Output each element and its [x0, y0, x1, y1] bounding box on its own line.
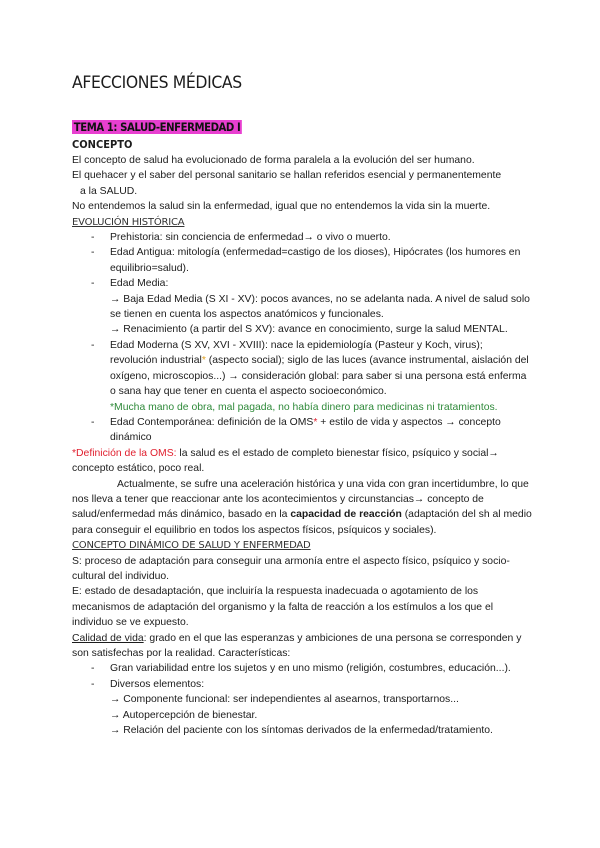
actual-text-cont: (adaptación del sh al medio para conseguir el equilibrio en todos los aspectos físicos, psíquicos y sociales).	[72, 509, 532, 536]
concept-line: El concepto de salud ha evolucionado de forma paralela a la evolución del ser humano.	[72, 155, 475, 166]
oms-text: la salud es el estado de completo bienestar físico, psíquico y social→ concepto estático, poco real.	[72, 447, 499, 475]
quality-of-life-paragraph	[72, 631, 532, 662]
document-title: AFECCIONES MÉDICAS	[72, 73, 242, 93]
health-definition: S: proceso de adaptación para conseguir una armonía entre el aspecto físico, psíquico y socio-cultural del individuo.	[72, 555, 510, 582]
history-heading: EVOLUCIÓN HISTÓRICA	[72, 216, 185, 228]
illness-definition: E: estado de desadaptación, que incluiría la respuesta inadecuada o agotamiento de los mecanismos de adaptación del organismo y la falta de reacción a los estímulos a los que el individuo se ve expuesto.	[72, 586, 494, 629]
prehistory-text: Prehistoria: sin conciencia de enfermedad→ o vivo o muerto.	[110, 232, 391, 244]
history-list	[72, 230, 532, 446]
list-item	[110, 245, 532, 276]
functional-component-text: → Componente funcional: ser independientes al asearnos, transportarnos...	[110, 694, 459, 706]
variability-text: Gran variabilidad entre los sujetos y en uno mismo (religión, costumbres, educación...).	[110, 663, 511, 675]
concept-line: a la SALUD.	[80, 185, 138, 197]
list-item	[110, 677, 532, 739]
list-item	[110, 415, 532, 446]
list-item	[110, 661, 532, 676]
dynamic-concept-heading: CONCEPTO DINÁMICO DE SALUD Y ENFERMEDAD	[72, 540, 311, 552]
concept-line: El quehacer y el saber del personal sanitario se hallan referidos esencial y permanentemente	[72, 170, 502, 182]
modern-age-text: Edad Moderna (S XV, XVI - XVIII): nace la epidemiología (Pasteur y Koch, virus); revolución industrial	[110, 339, 483, 367]
industrial-revolution-note: *Mucha mano de obra, mal pagada, no había dinero para medicinas ni tratamientos.	[110, 401, 498, 413]
middle-age-text: - Edad Media:	[110, 278, 169, 290]
reaction-capacity-text: capacidad de reacción	[290, 509, 402, 521]
elements-text: - Diversos elementos:	[110, 678, 205, 690]
concept-line: No entendemos la salud sin la enfermedad, igual que no entendemos la vida sin la muerte.	[72, 201, 491, 213]
oms-definition	[72, 446, 532, 477]
concept-heading: CONCEPTO	[72, 138, 133, 151]
actual-paragraph	[72, 477, 532, 539]
self-perception-text: → Autopercepción de bienestar.	[110, 709, 258, 721]
actual-text: Actualmente, se sufre una aceleración histórica y una vida con gran incertidumbre, lo que nos lleva a tener que reaccionar ante los acontecimientos y circunstancias→ concepto de salud/enfermedad más dinámico, basado en la	[72, 478, 529, 521]
contemporary-age-text: Edad Contemporánea: definición de la OMS	[110, 416, 314, 428]
ancient-age-text: Edad Antigua: mitología (enfermedad=castigo de los dioses), Hipócrates (los humores en equilibrio=salud).	[110, 247, 521, 274]
list-item	[110, 338, 532, 415]
footnote-star: *	[313, 416, 318, 428]
patient-relation-text: → Relación del paciente con los síntomas derivados de la enfermedad/tratamiento.	[110, 725, 493, 737]
contemporary-age-text-cont: + estilo de vida y aspectos → concepto dinámico	[110, 416, 501, 444]
quality-of-life-label: Calidad de vida	[72, 632, 144, 644]
modern-age-text-cont: (aspecto social); siglo de las luces (avance instrumental, aislación del oxígeno, microscopios...) → consideración global: para saber si una persona está enferma o sana hay que tener en cuenta el aspecto socioeconómico.	[110, 355, 529, 398]
quality-of-life-text: : grado en el que las esperanzas y ambiciones de una persona se corresponden y son satisfechas por la realidad. Características:	[72, 632, 522, 659]
characteristics-list	[72, 661, 532, 738]
document-body	[72, 153, 532, 738]
list-item	[110, 276, 532, 338]
low-middle-age-text: → Baja Edad Media (S XI - XV): pocos avances, no se adelanta nada. A nivel de salud solo se tienen en cuenta los aspectos anatómicos y funcionales.	[110, 293, 530, 321]
topic-heading: TEMA 1: SALUD-ENFERMEDAD I	[73, 120, 241, 134]
footnote-star: *	[201, 355, 206, 367]
oms-label: *Definición de la OMS:	[72, 447, 177, 459]
renaissance-text: → Renacimiento (a partir del S XV): avance en conocimiento, surge la salud MENTAL.	[110, 324, 508, 336]
list-item	[110, 230, 532, 245]
